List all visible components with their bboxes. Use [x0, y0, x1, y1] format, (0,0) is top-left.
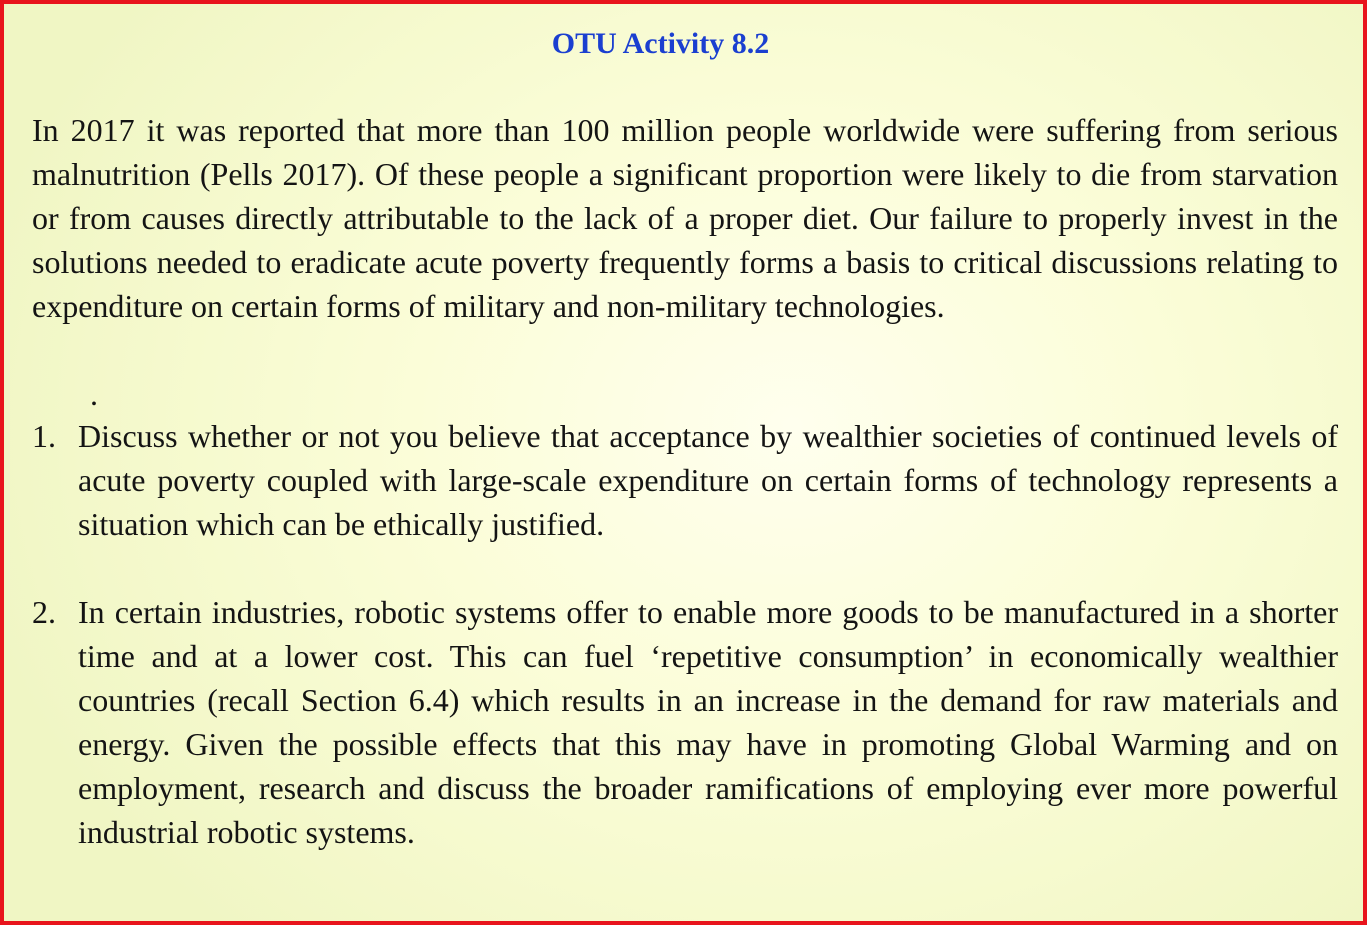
activity-title: OTU Activity 8.2 — [551, 27, 770, 60]
stray-mark: . — [90, 376, 98, 412]
question-number-1: 1. — [32, 418, 56, 454]
question-item-1 — [32, 414, 1338, 546]
intro-paragraph: In 2017 it was reported that more than 100 million people worldwide were suffering from serious malnutrition (Pells 2017). Of these people a significant proportion were likely to die from starvation or from causes directly attributable to the lack of a proper diet. Our failure to properly invest in the solutions needed to eradicate acute poverty frequently forms a basis to critical discussions relating to expenditure on certain forms of military and non-military technologies. — [32, 112, 1338, 324]
question-text-1: Discuss whether or not you believe that acceptance by wealthier societies of continued levels of acute poverty coupled with large-scale expenditure on certain forms of technology represents a situation which can be ethically justified. — [78, 418, 1338, 542]
question-text-2: In certain industries, robotic systems offer to enable more goods to be manufactured in a shorter time and at a lower cost. This can fuel ‘repetitive consumption’ in economically wealthier countries (recall Section 6.4) which results in an increase in the demand for raw materials and energy. Given the possible effects that this may have in promoting Global Warming and on employment, research and discuss the broader ramifications of employing ever more powerful industrial robotic systems. — [78, 594, 1338, 850]
question-number-2: 2. — [32, 594, 56, 630]
question-item-2 — [32, 590, 1338, 854]
